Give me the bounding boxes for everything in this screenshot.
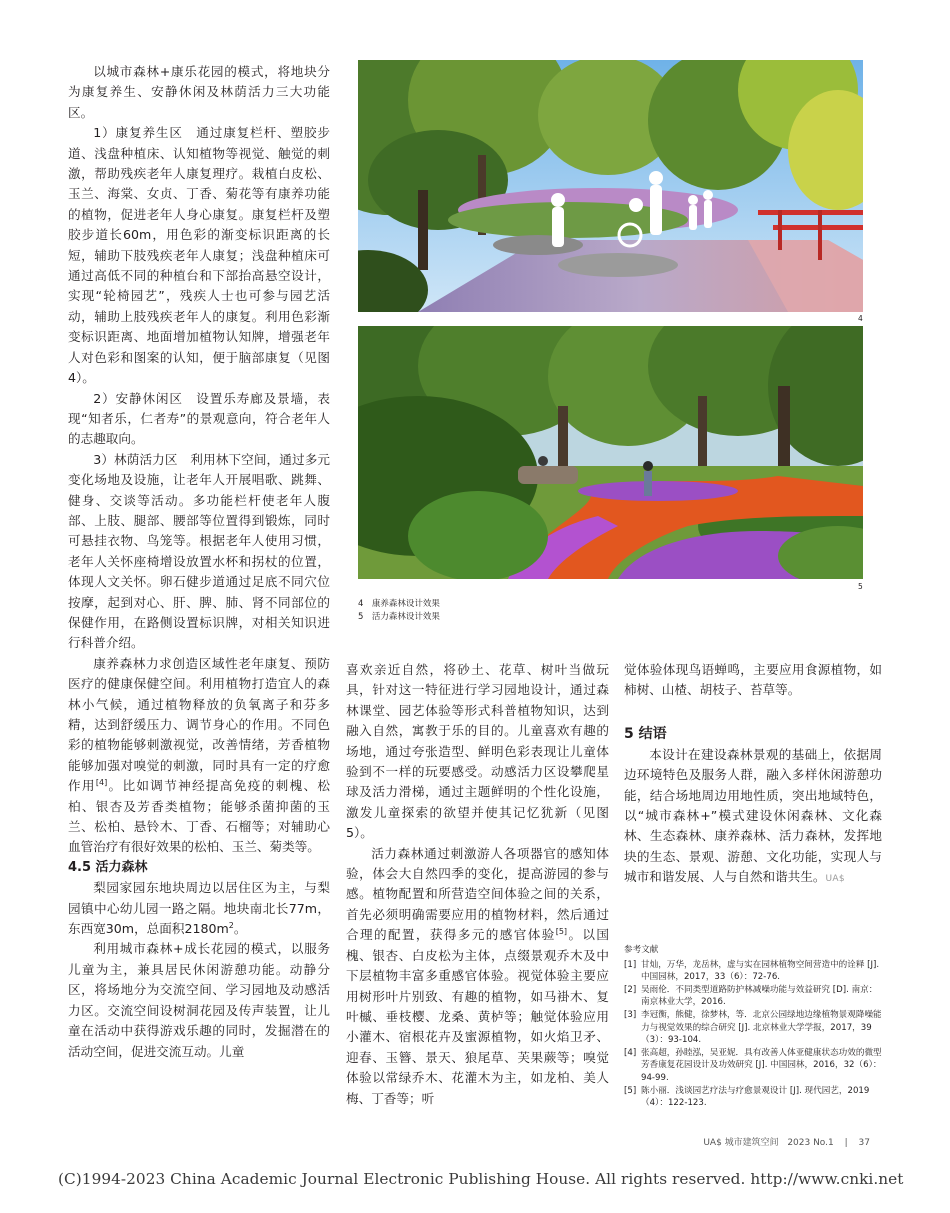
end-mark: UA$ (825, 874, 845, 885)
caption-figure-4: 4 康养森林设计效果 (358, 599, 440, 609)
paragraph-zone3: 3）林荫活力区 利用林下空间，通过多元变化场地及设施，让老年人开展唱歌、跳舞、健身、交谈等活动。多功能栏杆使老年人腹部、上肢、腿部、腰部等位置得到锻炼，同时可悬挂衣物、鸟笼等。根据老年人使用习惯，老年人关怀座椅增设放置水杯和拐杖的位置，体现人文关怀。卵石健步道通过足底不同穴位按摩，起到对心、肝、脾、肺、肾不同部位的保健作用，在路侧设置标识牌，对相关知识进行科普介绍。 (68, 451, 330, 651)
reference-text: 李冠衡，熊健，徐梦林，等．北京公园绿地边缘植物景观降噪能力与视觉效果的综合研究 [J]. 北京林业大学学报，2017，39（3）：93-104. (641, 1009, 882, 1046)
figure-captions (358, 598, 440, 624)
references-title: 参考文献 (624, 945, 659, 955)
journal-issue: 2023 No.1 (787, 1138, 834, 1148)
figure-5-illustration (358, 326, 863, 579)
reference-number: [2] (624, 984, 637, 995)
section-heading-4-5: 4.5 活力森林 (68, 859, 148, 875)
left-column (68, 62, 330, 1062)
section-heading-5: 5 结语 (624, 725, 667, 742)
area-superscript: 2 (228, 920, 234, 930)
page-number: 37 (858, 1138, 870, 1148)
paragraph-zone2: 2）安静休闲区 设置乐寿廊及景墙，表现“知者乐，仁者寿”的景观意向，符合老年人的志趣取向。 (68, 390, 330, 447)
figure-5-number: 5 (858, 582, 863, 591)
paragraph-site (68, 878, 330, 939)
reference-item (624, 1009, 882, 1047)
footer-separator: | (844, 1138, 848, 1148)
journal-footer (703, 1135, 870, 1148)
paragraph-site-text-a: 梨园家园东地块周边以居住区为主，与梨园镇中心幼儿园一路之隔。地块南北长77m，东西宽30m，总面积2180m (68, 880, 330, 937)
reference-item (624, 1085, 882, 1110)
paragraph-senses-text-b: 。以国槐、银杏、白皮松为主体，点缀景观乔木及中下层植物丰富多重感官体验。视觉体验主要应用树形叶片别致、有趣的植物，如马褂木、复叶槭、垂枝樱、龙桑、黄栌等；触觉体验应用小灌木、宿根花卉及蜜源植物，如火焰卫矛、迎春、玉簪、景天、狼尾草、芙果蕨等；嗅觉体验以常绿乔木、花灌木为主，如龙柏、美人梅、丁香等；听 (346, 927, 610, 1106)
paragraph-site-text-b: 。 (233, 921, 247, 937)
paragraph-intro: 以城市森林+康乐花园的模式，将地块分为康复养生、安静休闲及林荫活力三大功能区。 (68, 64, 330, 120)
paragraph-health-text-a: 康养森林力求创造区域性老年康复、预防医疗的健康保健空间。利用植物打造宜人的森林小气候，通过植物释放的负氧离子和芬多精，达到舒缓压力、调节身心的作用。不同色彩的植物能够刺激视觉，改善情绪，芳香植物能够加强对嗅觉的刺激，同时具有一定的疗愈作用 (68, 655, 330, 794)
right-column (624, 660, 882, 890)
reference-text: 吴雨伦．不同类型道路防护林减噪功能与效益研究 [D]. 南京：南京林业大学，2016. (641, 984, 878, 1008)
paragraph-conclusion-text: 本设计在建设森林景观的基础上，依据周边环境特色及服务人群，融入多样休闲游憩功能，结合场地周边用地性质，突出地域特色，以“城市森林+”模式建设休闲森林、文化森林、生态森林、康养森林、活力森林，发挥地块的生态、景观、游憩、文化功能，实现人与城市和谐发展、人与自然和谐共生。 (624, 746, 882, 885)
paragraph-health-text-b: 。比如调节神经提高免疫的刺槐、松柏、银杏及芳香类植物；能够杀菌抑菌的玉兰、松柏、悬铃木、丁香、石榴等；对辅助心血管治疗有很好效果的松柏、玉兰、菊类等。 (68, 778, 331, 855)
paragraph-hearing-cont: 觉体验体现鸟语蝉鸣，主要应用食源植物，如柿树、山楂、胡枝子、苔草等。 (624, 662, 882, 698)
reference-item (624, 1047, 882, 1085)
reference-text: 甘灿，万华，龙岳林，虚与实在园林植物空间营造中的诠释 [J]. 中国园林，2017，33（6）：72-76. (641, 959, 880, 983)
citation-5: [5] (555, 927, 568, 937)
paragraph-senses-text-a: 活力森林通过刺激游人各项器官的感知体验，体会大自然四季的变化，提高游园的参与感。植物配置和所营造空间体验之间的关系，首先必须明确需要应用的植物材料，然后通过合理的配置，获得多元的感官体验 (346, 845, 609, 943)
figure-4-number: 4 (858, 314, 863, 323)
figure-5-vitality-forest-render (358, 326, 863, 579)
reference-number: [5] (624, 1085, 637, 1096)
citation-4: [4] (95, 778, 108, 788)
reference-item (624, 959, 882, 984)
figure-4-illustration (358, 60, 863, 312)
paragraph-conclusion (624, 745, 882, 890)
figure-4-rehab-forest-render (358, 60, 863, 312)
paragraph-children-cont: 喜欢亲近自然，将砂土、花草、树叶当做玩具，针对这一特征进行学习园地设计，通过森林课堂、园艺体验等形式科普植物知识，达到融入自然，寓教于乐的目的。儿童喜欢有趣的场地，通过夸张造型、鲜明色彩表现让儿童体验到不一样的玩要感受。动感活力区设攀爬星球及活力滑梯，通过主题鲜明的个性化设施，激发儿童探索的欲望并使其记忆犹新（见图5）。 (346, 662, 609, 841)
reference-number: [3] (624, 1009, 637, 1020)
paragraph-senses (346, 844, 609, 1109)
paragraph-zone1: 1）康复养生区 通过康复栏杆、塑胶步道、浅盘种植床、认知植物等视觉、触觉的刺激，帮助残疾老年人康复理疗。栽植白皮松、玉兰、海棠、女贞、丁香、菊花等有康养功能的植物，促进老年人身心康复。康复栏杆及塑胶步道长60m，用色彩的渐变标识距离的长短，辅助下肢残疾老年人康复；浅盘种植床可通过高低不同的种植台和下部抬高悬空设计，实现“轮椅园艺”，残疾人士也可参与园艺活动，辅助上肢残疾老年人的康复。利用色彩渐变标识距离、地面增加植物认知牌，增强老年人对色彩和图案的认知，便于脑部康复（见图4）。 (68, 125, 330, 386)
reference-text: 张高超，孙睦泓，吴亚妮．具有改善人体亚健康状态功效的微型芳香康复花园设计及功效研究 [J]. 中国园林，2016，32（6）：94-99. (641, 1047, 882, 1083)
caption-figure-5: 5 活力森林设计效果 (358, 612, 440, 622)
references (624, 944, 882, 1110)
reference-number: [1] (624, 959, 637, 970)
journal-name: UA$ 城市建筑空间 (703, 1138, 779, 1148)
paragraph-health (68, 654, 330, 858)
middle-column (346, 660, 609, 1109)
reference-item (624, 984, 882, 1009)
copyright-line: (C)1994-2023 China Academic Journal Electronic Publishing House. All rights reserved. http://www.cnki.net (58, 1170, 904, 1188)
reference-text: 陈小丽．浅谈园艺疗法与疗愈景观设计 [J]. 现代园艺，2019（4）：122-123. (641, 1085, 870, 1109)
reference-number: [4] (624, 1047, 637, 1058)
paragraph-model: 利用城市森林+成长花园的模式，以服务儿童为主，兼具居民休闲游憩功能。动静分区，将场地分为交流空间、学习园地及动感活力区。交流空间设树洞花园及传声装置，让儿童在活动中获得游戏乐趣的同时，发掘潜在的活动空间，促进交流互动。儿童 (68, 941, 330, 1059)
